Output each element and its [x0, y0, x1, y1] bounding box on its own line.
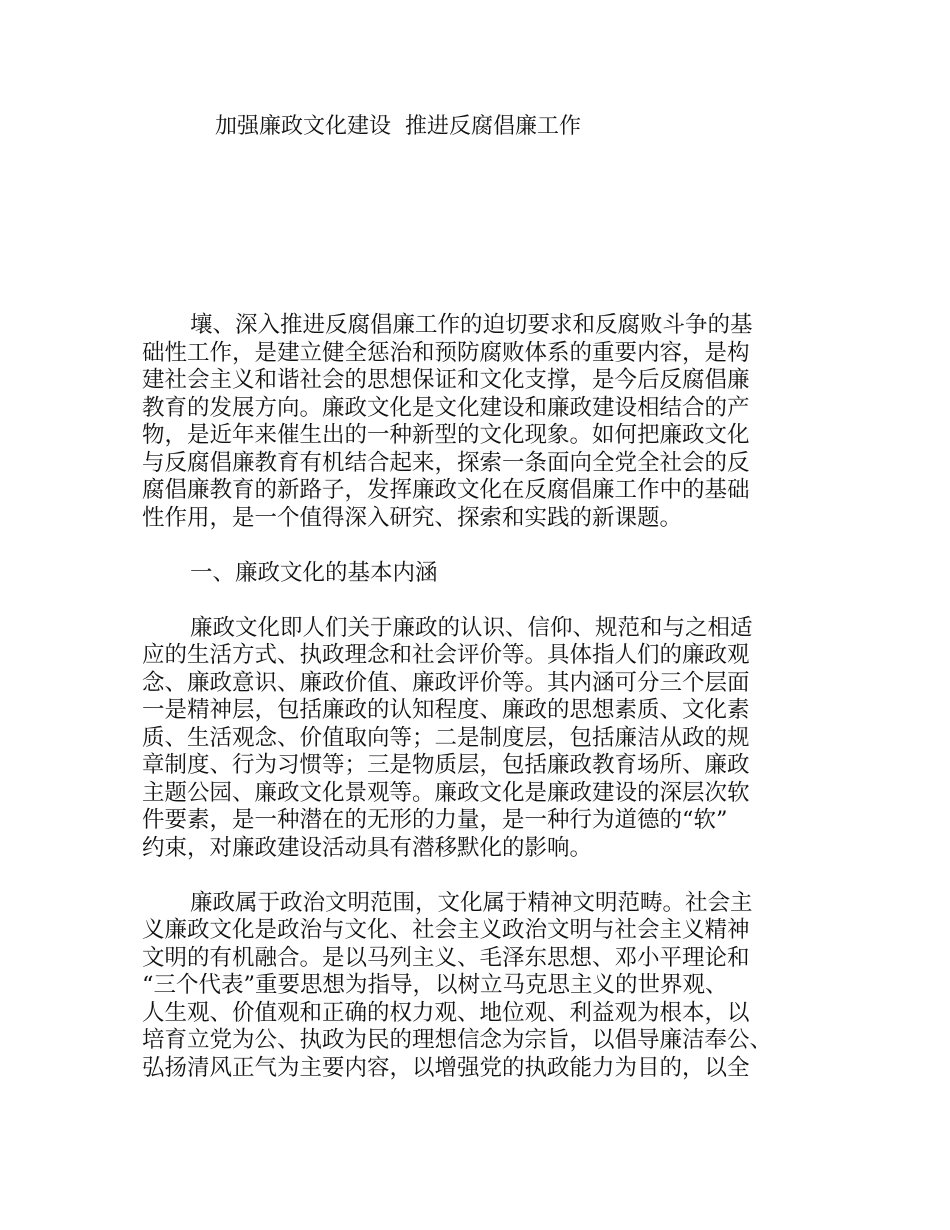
paragraph-line: 础性工作，是建立健全惩治和预防腐败体系的重要内容，是构: [142, 339, 750, 366]
document-title: 加强廉政文化建设 推进反腐倡廉工作: [215, 114, 581, 139]
paragraph-line: 廉政属于政治文明范围，文化属于精神文明范畴。社会主: [190, 889, 753, 916]
paragraph-line: 义廉政文化是政治与文化、社会主义政治文明与社会主义精神: [142, 917, 750, 943]
paragraph-line: 一是精神层，包括廉政的认知程度、廉政的思想素质、文化素: [142, 697, 750, 723]
paragraph-line: 件要素，是一种潜在的无形的力量，是一种行为道德的“软”: [142, 807, 728, 833]
paragraph-spacer: [142, 587, 822, 615]
paragraph-line: 章制度、行为习惯等；三是物质层，包括廉政教育场所、廉政: [142, 752, 750, 778]
paragraph-line: 与反腐倡廉教育有机结合起来，探索一条面向全党全社会的反: [142, 449, 750, 476]
paragraph-line: 培育立党为公、执政为民的理想信念为宗旨，以倡导廉洁奉公、: [142, 1027, 773, 1053]
paragraph-line: “三个代表”重要思想为指导，以树立马克思主义的世界观、: [142, 972, 728, 998]
paragraph-line: 物，是近年来催生出的一种新型的文化现象。如何把廉政文化: [142, 422, 750, 448]
paragraph-line: 主题公园、廉政文化景观等。廉政文化是廉政建设的深层次软: [142, 779, 750, 806]
paragraph-line: 壤、深入推进反腐倡廉工作的迫切要求和反腐败斗争的基: [190, 312, 753, 338]
paragraph-3: [142, 890, 822, 1083]
paragraph-spacer: [142, 532, 822, 560]
document-body: [142, 312, 822, 1082]
paragraph-line: 文明的有机融合。是以马列主义、毛泽东思想、邓小平理论和: [142, 944, 750, 971]
paragraph-line: 人生观、价值观和正确的权力观、地位观、利益观为根本，以: [142, 999, 750, 1026]
paragraph-line: 教育的发展方向。廉政文化是文化建设和廉政建设相结合的产: [142, 394, 750, 421]
paragraph-line: 质、生活观念、价值取向等；二是制度层，包括廉洁从政的规: [142, 724, 750, 751]
paragraph-line: 念、廉政意识、廉政价值、廉政评价等。其内涵可分三个层面: [142, 669, 750, 696]
paragraph-line: 应的生活方式、执政理念和社会评价等。具体指人们的廉政观: [142, 642, 750, 668]
paragraph-1: [142, 312, 822, 532]
paragraph-line: 性作用，是一个值得深入研究、探索和实践的新课题。: [142, 504, 683, 531]
paragraph-line: 廉政文化即人们关于廉政的认识、信仰、规范和与之相适: [190, 614, 753, 641]
paragraph-2: [142, 615, 822, 863]
section-heading: 一、廉政文化的基本内涵: [190, 559, 438, 586]
paragraph-line: 约束，对廉政建设活动具有潜移默化的影响。: [142, 834, 593, 861]
paragraph-line: 腐倡廉教育的新路子，发挥廉政文化在反腐倡廉工作中的基础: [142, 477, 750, 503]
paragraph-line: 弘扬清风正气为主要内容，以增强党的执政能力为目的，以全: [142, 1054, 750, 1081]
paragraph-line: 建社会主义和谐社会的思想保证和文化支撑，是今后反腐倡廉: [142, 367, 750, 393]
paragraph-spacer: [142, 862, 822, 890]
